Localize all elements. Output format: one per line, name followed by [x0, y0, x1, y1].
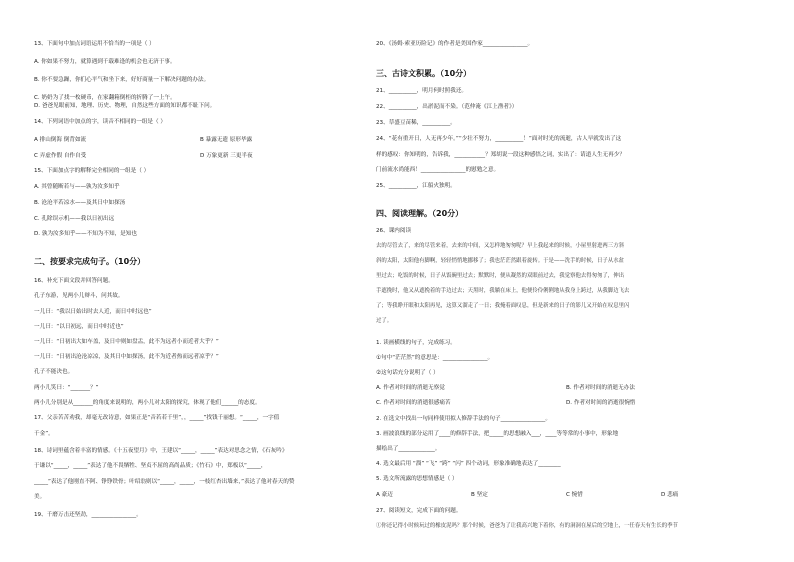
- q14-option-c: C 弄虚作假 自作自受: [34, 153, 87, 159]
- q23: 23、草盛豆苗稀，__________。: [376, 120, 456, 126]
- q14-option-d: D 万象更新 三更半夜: [200, 153, 253, 159]
- q16-line-2: 一儿曰：“我以日始出时去人近，而日中时远也”: [34, 309, 152, 315]
- q25: 25、__________，江船火独明。: [376, 183, 456, 189]
- passage-line-3: 里过去；吃饭的时候，日子从饭碗里过去；默默时，便从凝然的双眼前过去，我觉察他去得匆匆了，伸出: [376, 273, 624, 279]
- reading-q1: 1. 读画横线的句子，完成练习。: [376, 340, 456, 346]
- q24-line-2: 样的感叹：你知明的，告诉我，___________？郑胡说一段这种感悟之词，实出了：请道人生无再少？: [376, 152, 625, 158]
- passage-line-6: 过了。: [376, 318, 393, 324]
- reading-q1-option-a: A. 作者对时间的消逝无察觉: [376, 385, 445, 391]
- q13-option-c: C. 奶奶为了找一枚硬币，在家翻箱倒柜的折腾了一上午。: [34, 95, 176, 101]
- q16-line-7: 两小儿笑曰：“_______？”: [34, 385, 99, 391]
- q19: 19、千磨万击还坚劲，________________。: [34, 512, 142, 518]
- q16-line-1: 孔子东游，见两小儿辩斗，问其故。: [34, 293, 124, 299]
- q13-option-a: A. 你如果不努力，就算遇到千载难逢的机会也无济于事。: [34, 59, 176, 65]
- q16-stem: 16、补充下面文段并回答问题。: [34, 278, 114, 284]
- q16-line-6: 孔子不能决也。: [34, 369, 74, 375]
- q18-line-4: 美。: [34, 494, 46, 500]
- reading-q1-option-b: B. 作者对时间的消逝无办法: [566, 385, 635, 391]
- reading-q5: 5. 选文所流露的思想情感是（ ）: [376, 476, 458, 482]
- q16-line-3: 一儿曰：“以日初远，而日中时近也”: [34, 324, 124, 330]
- passage-line-5: 了；等我睁开眼和太阳再见，这算又溜走了一日；我掩着面叹息，但是新来的日子的影儿又开始在叹息里闪: [376, 303, 630, 309]
- section-4-title: 四、阅读理解。（20分）: [376, 209, 464, 218]
- q16-line-4: 一儿曰：“日初出大如车盖，及日中则如盘盂，此不为远者小而近者大乎？”: [34, 339, 219, 345]
- q15-option-d: D. 孰为汝多知乎——不知为不知，是知也: [34, 231, 137, 237]
- reading-q1-b: ②这句话充分说明了（ ）: [376, 370, 439, 376]
- reading-q5-option-a: A 豪迈: [376, 492, 393, 498]
- q14-stem: 14、下列词语中加点的字，读音不相同的一组是（ ）: [34, 119, 166, 125]
- passage-line-2: 斜的太阳，太阳他有脚啊，轻轻悄悄地挪移了；我也茫茫然跟着旋转。于是——洗手的时候，日子从水盆: [376, 258, 624, 264]
- q21: 21、__________，明月何时照我还。: [376, 88, 468, 94]
- section-3-title: 三、古诗文积累。（10分）: [376, 69, 472, 78]
- reading-q5-option-b: B 坚定: [471, 492, 488, 498]
- reading-q5-option-c: C 惋惜: [566, 492, 583, 498]
- reading-q1-a: ①句中“茫茫然”的意思是：________________。: [376, 355, 494, 361]
- q17-line-2: 千金”。: [34, 431, 54, 437]
- reading-q4: 4. 选文最后用 “溜” “飞” “跨” “闪” 四个动词，形象准确地表达了________: [376, 461, 561, 467]
- q24-line-1: 24、“花有重开日，人无再少年。”“少壮不努力，__________！”面对时光的流逝，古人早就发出了这: [376, 136, 622, 142]
- right-column: [376, 0, 760, 562]
- q13-option-d: D. 爸爸见眼前知，地理、历史、物理，自然这些方面的知识都不耻下问。: [34, 103, 216, 109]
- q26-subtitle: 26、课内阅读: [376, 228, 412, 234]
- q18-line-3: _____”表达了他刚直不阿、铮铮铁骨；叶绍翁则以“_____，_____，一枝红杏出墙来，”表达了他对春天的赞: [34, 479, 295, 485]
- reading-q3-cont: 描绘出了_____________。: [376, 446, 441, 452]
- passage-line-1: 去的尽管去了，来的尽管来着，去来的中间，又怎样地匆匆呢？早上我起来的时候，小屋里射进两三方斜: [376, 243, 624, 249]
- q15-option-b: B. 沧沧平若凉水——及其日中如探汤: [34, 200, 126, 206]
- q22: 22、__________，出淤泥而不染。（范仲淹《江上渔者》）: [376, 104, 518, 110]
- q14-option-a: A 排山倒海 倒背如流: [34, 137, 87, 143]
- q24-line-3: 门前流水尚能西！________________的慰勉之意。: [376, 167, 500, 173]
- q16-line-8: 两小儿分别是从_______的角度来说明的，两小儿对太阳的探究，体现了他们______的态度。: [34, 400, 261, 406]
- q15-option-c: C. 孔除误示机——我以日初出远: [34, 216, 115, 222]
- reading-q2: 2. 在选文中找出一句同样使用拟人修辞手法的句子________________。: [376, 416, 551, 422]
- q15-stem: 15、下面加点字的解释完全相同的一组是（ ）: [34, 168, 150, 174]
- q18-line-2: 于谦以“_____，_____”表达了他不畏牺牲、坚贞不屈的高尚品质；《竹石》中，郑板以“_____，: [34, 463, 267, 469]
- q27-stem: 27、阅读短文，完成下面的问题。: [376, 508, 462, 514]
- q13-option-b: B. 你不要急躁，你们心平气和坐下来，好好商量一下解决问题的办法。: [34, 77, 210, 83]
- reading-q3: 3. 画波浪线的部分运用了____的修辞手法，把_____的思想融入___，____等等常的小事中，形象地: [376, 431, 619, 437]
- reading-q1-option-c: C. 作者对时间的消逝很感痛苦: [376, 400, 451, 406]
- q13-stem: 13、下面句中加点词语运用不恰当的一项是（ ）: [34, 41, 155, 47]
- q20: 20、《汤姆·索亚历险记》的作者是美国作家________________。: [376, 41, 534, 47]
- q17-line-1: 17、父亲苦苦劝我，却毫无改诗意，如果正是“音若若千里”，，_____”找钱千丽想。“_____，一字值: [34, 415, 280, 421]
- q27-passage-line-1: ①你还记得小时候玩过的橡皮泥吗？那个时候，爸爸为了让我高兴地下着你，有的洞洞在屋后的空地上，一任春天有生长的季节: [376, 523, 678, 529]
- q16-line-5: 一儿曰：“日初出沧沧凉凉，及其日中如探汤，此不为近者热而远者凉乎？”: [34, 354, 219, 360]
- section-2-title: 二、按要求完成句子。（10分）: [34, 257, 146, 266]
- q15-option-a: A. 其曾随断若与——孰为汝多知乎: [34, 184, 120, 190]
- reading-q5-option-d: D 悲痛: [661, 492, 679, 498]
- left-column: [34, 0, 372, 562]
- reading-q1-option-d: D. 作者对时间的消逝很惋惜: [566, 400, 636, 406]
- q14-option-b: B 暴露无遗 原形毕露: [200, 137, 253, 143]
- passage-line-4: 手遮挽时，他又从遮挽着的手边过去；天黑时，我躺在床上，他便伶伶俐俐地从我身上跨过，从我脚边飞去: [376, 288, 630, 294]
- q18-line-1: 18、诗词里蕴含着丰富的情感。《十五夜望月》中，王建以“_____，_____”表达对思念之情，《石灰吟》: [34, 448, 288, 454]
